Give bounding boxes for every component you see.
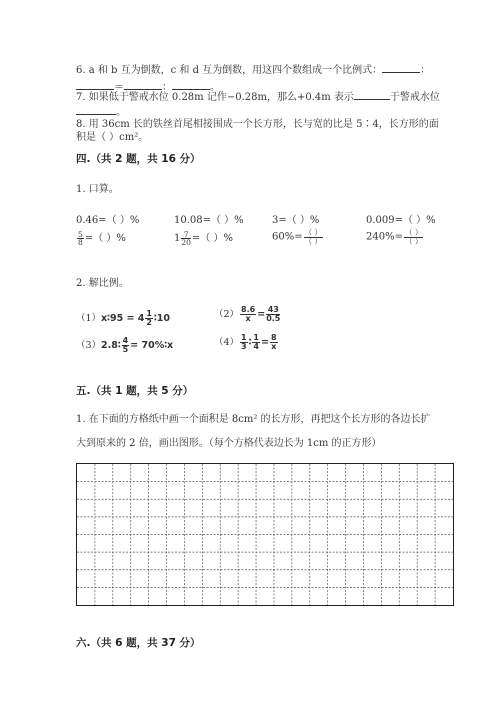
section-6-title: 六.（共 6 题，共 37 分）	[76, 637, 201, 649]
question-7-text-end: 于警戒水位	[389, 92, 440, 103]
fraction-blank[interactable]: $\frac{( )}{( )}$	[404, 228, 423, 246]
proportion-1: （1）x∶95 = 4 $\frac{1}{2}$ ∶10	[76, 309, 170, 327]
oral-calc-item: 0.009=（ ）%	[366, 215, 436, 226]
oral-calc-item: 3=（ ）%	[272, 215, 320, 226]
fraction: $\frac{5}{8}$	[78, 229, 83, 247]
proportion-3: （3）2.8∶ $\frac{4}{5}$ = 70%∶x	[76, 336, 174, 354]
question-6	[76, 61, 430, 76]
section-5-q1-line2: 大到原来的 2 倍，画出图形。（每个方格代表边长为 1cm 的正方形）	[76, 438, 382, 449]
question-6-text: 6. a 和 b 互为倒数，c 和 d 互为倒数，用这四个数组成一个比例式：	[76, 65, 383, 76]
period: 。	[116, 107, 126, 118]
oral-calc-item: 0.46=（ ）%	[76, 215, 140, 226]
answer-blank[interactable]	[382, 63, 420, 73]
period: 。	[210, 82, 220, 93]
fraction: $\frac{1}{3}$	[241, 333, 247, 351]
fraction: $\frac{1}{4}$	[253, 333, 259, 351]
section-4-title: 四.（共 2 题，共 16 分）	[76, 153, 201, 165]
fraction: $\frac{1}{2}$	[146, 309, 152, 327]
fraction: $\frac{7}{20}$	[181, 229, 191, 247]
fraction: $\frac{43}{0.5}$	[266, 305, 281, 323]
colon: ：	[162, 82, 172, 93]
graph-paper-grid[interactable]	[76, 463, 454, 606]
question-7-text: 7. 如果低于警戒水位 0.28m 记作−0.28m，那么+0.4m 表示	[76, 92, 354, 103]
grid-lines	[77, 464, 453, 605]
proportion-2: （2） $\frac{8.6}{x}$ = $\frac{43}{0.5}$	[214, 305, 281, 323]
oral-calc-item: 60%= $\frac{( )}{( )}$	[272, 228, 322, 246]
question-7	[76, 88, 440, 103]
colon: ：	[420, 65, 431, 76]
oral-calc-item: 240%= $\frac{( )}{( )}$	[366, 228, 423, 246]
section-4-q1-label: 1. 口算。	[76, 184, 119, 195]
oral-calc-item: 10.08=（ ）%	[174, 215, 244, 226]
question-8-line2: 积是（ ）cm²。	[76, 132, 149, 143]
fraction: $\frac{8}{x}$	[270, 333, 277, 351]
question-8-line1: 8. 用 36cm 长的铁丝首尾相接围成一个长方形，长与宽的比是 5∶4，长方形的面	[76, 119, 439, 130]
section-5-q1-line1: 1. 在下面的方格纸中画一个面积是 8cm² 的长方形，再把这个长方形的各边长扩	[76, 414, 431, 425]
fraction: $\frac{8.6}{x}$	[241, 305, 256, 323]
oral-calc-item: $\frac{5}{8}$ =（ ）%	[78, 229, 126, 247]
answer-blank[interactable]	[76, 105, 116, 115]
proportion-4: （4） $\frac{1}{3}$ ∶ $\frac{1}{4}$ = $\frac{8}{x}$	[214, 333, 277, 351]
fraction-blank[interactable]: $\frac{( )}{( )}$	[304, 228, 322, 246]
section-5-title: 五.（共 1 题，共 5 分）	[76, 385, 194, 397]
equals-sign: ＝	[114, 82, 124, 93]
section-4-q2-label: 2. 解比例。	[76, 278, 129, 289]
fraction: $\frac{4}{5}$	[122, 336, 129, 354]
answer-blank[interactable]	[354, 90, 390, 100]
oral-calc-item: 1 $\frac{7}{20}$ =（ ）%	[174, 229, 233, 247]
